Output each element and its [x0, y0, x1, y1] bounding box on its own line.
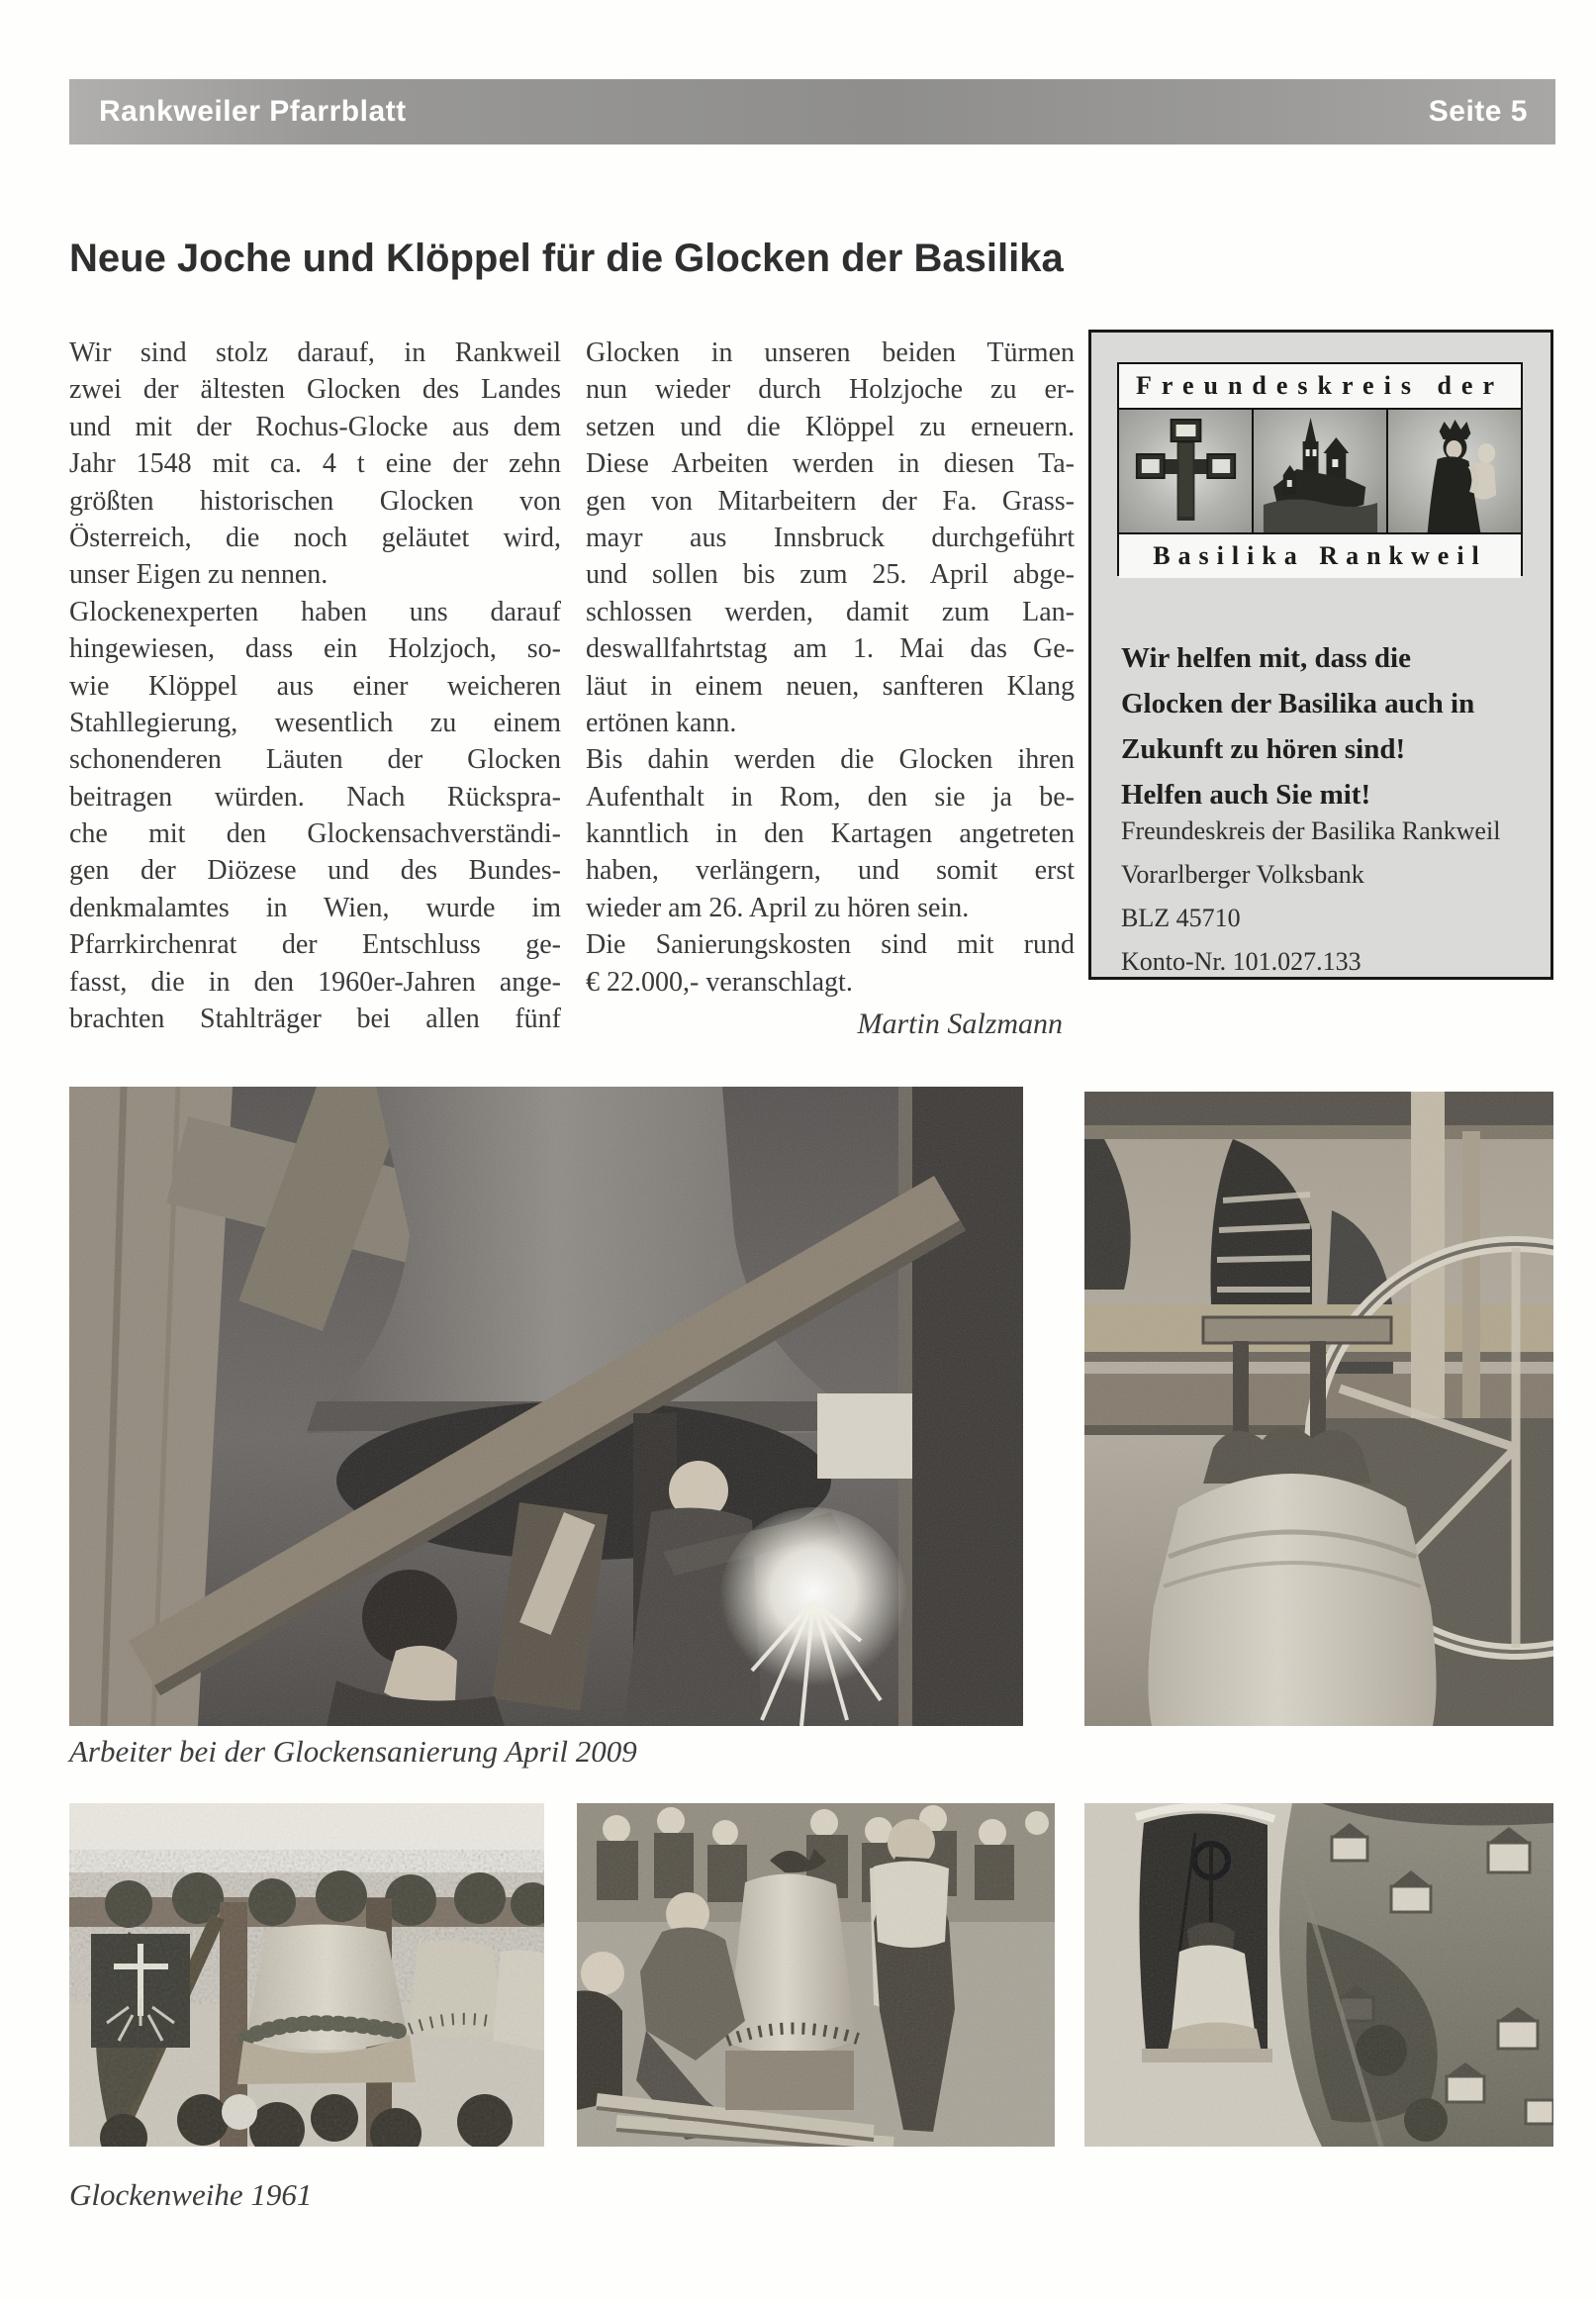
photo-bell-transport	[577, 1803, 1055, 2147]
page-header-bar	[69, 79, 1555, 144]
text-line: zwei der ältesten Glocken des Landes	[69, 374, 561, 406]
text-line: gen von Mitarbeitern der Fa. Grass-	[586, 485, 1075, 517]
text-line: ertönen kann.	[586, 707, 737, 738]
text-line: läut in einem neuen, sanfteren Klang	[586, 670, 1075, 702]
photo-bell-and-wheel	[1084, 1092, 1553, 1726]
text-line: schlossen werden, damit zum Lan-	[586, 596, 1075, 627]
article-column-2	[586, 335, 1075, 1001]
author-signature: Martin Salzmann	[857, 1007, 1063, 1040]
photo-caption-consecration: Glockenweihe 1961	[69, 2177, 313, 2212]
text-line: hingewiesen, dass ein Holzjoch, so-	[69, 633, 561, 665]
article-column-1	[69, 335, 561, 1037]
text-line: fasst, die in den 1960er-Jahren ange-	[69, 966, 561, 998]
text-line: und mit der Rochus-Glocke aus dem	[69, 411, 561, 442]
text-line: che mit den Glockensachverständi-	[69, 818, 561, 850]
text-line: Bis dahin werden die Glocken ihren	[586, 744, 1075, 776]
page-number: Seite 5	[1428, 95, 1528, 128]
text-line: wieder am 26. April zu hören sein.	[586, 892, 970, 923]
appeal-line: Wir helfen mit, dass die	[1121, 642, 1411, 674]
freundeskreis-logo	[1117, 362, 1523, 576]
text-line: deswallfahrtstag am 1. Mai das Ge-	[586, 633, 1075, 665]
account-line: BLZ 45710	[1121, 904, 1241, 932]
text-line: Die Sanierungskosten sind mit rund	[586, 929, 1075, 961]
donation-box	[1088, 330, 1553, 980]
photo-consecration-bells	[69, 1803, 544, 2147]
text-line: Aufenthalt in Rom, den sie ja be-	[586, 781, 1075, 813]
account-line: Konto-Nr. 101.027.133	[1121, 947, 1361, 976]
appeal-line: Helfen auch Sie mit!	[1121, 779, 1371, 811]
logo-text-bottom: Basilika Rankweil	[1119, 532, 1521, 578]
account-line: Freundeskreis der Basilika Rankweil	[1121, 816, 1501, 845]
text-line: € 22.000,- veranschlagt.	[586, 966, 853, 998]
photo-bell-renovation-workers	[69, 1087, 1023, 1726]
text-line: Glocken in unseren beiden Türmen	[586, 337, 1075, 368]
text-line: gen der Diözese und des Bundes-	[69, 855, 561, 887]
appeal-line: Glocken der Basilika auch in	[1121, 688, 1475, 719]
newsletter-name: Rankweiler Pfarrblatt	[99, 95, 407, 128]
text-line: schonenderen Läuten der Glocken	[69, 744, 561, 776]
donation-appeal-text	[1121, 635, 1529, 817]
cross-icon	[1119, 410, 1252, 532]
logo-image-row	[1119, 410, 1521, 532]
text-line: Wir sind stolz darauf, in Rankweil	[69, 337, 561, 368]
article-title: Neue Joche und Klöppel für die Glocken der Basilika	[69, 236, 1064, 280]
photo-bell-hoisting-tower	[1084, 1803, 1553, 2147]
text-line: haben, verlängern, und somit erst	[586, 855, 1075, 887]
text-line: beitragen würden. Nach Rückspra-	[69, 781, 561, 813]
text-line: Glockenexperten haben uns darauf	[69, 596, 561, 627]
text-line: Stahllegierung, wesentlich zu einem	[69, 707, 561, 738]
appeal-line: Zukunft zu hören sind!	[1121, 733, 1406, 765]
text-line: setzen und die Klöppel zu erneuern.	[586, 411, 1075, 442]
text-line: kanntlich in den Kartagen angetreten	[586, 818, 1075, 850]
text-line: mayr aus Innsbruck durchgeführt	[586, 522, 1075, 553]
text-line: größten historischen Glocken von	[69, 485, 561, 517]
text-line: wie Klöppel aus einer weicheren	[69, 670, 561, 702]
photo-caption-renovation: Arbeiter bei der Glockensanierung April 2009	[69, 1734, 637, 1769]
text-line: brachten Stahlträger bei allen fünf	[69, 1004, 561, 1035]
text-line: unser Eigen zu nennen.	[69, 559, 329, 591]
text-line: Pfarrkirchenrat der Entschluss ge-	[69, 929, 561, 961]
text-line: Österreich, die noch geläutet wird,	[69, 522, 561, 553]
text-line: Jahr 1548 mit ca. 4 t eine der zehn	[69, 448, 561, 480]
text-line: Diese Arbeiten werden in diesen Ta-	[586, 448, 1075, 480]
account-line: Vorarlberger Volksbank	[1121, 860, 1364, 889]
logo-text-top: Freundeskreis der	[1119, 364, 1521, 410]
bank-account-details	[1121, 810, 1529, 984]
madonna-icon	[1386, 410, 1521, 532]
basilica-icon	[1252, 410, 1386, 532]
text-line: nun wieder durch Holzjoche zu er-	[586, 374, 1075, 406]
text-line: und sollen bis zum 25. April abge-	[586, 559, 1075, 591]
text-line: denkmalamtes in Wien, wurde im	[69, 892, 561, 923]
